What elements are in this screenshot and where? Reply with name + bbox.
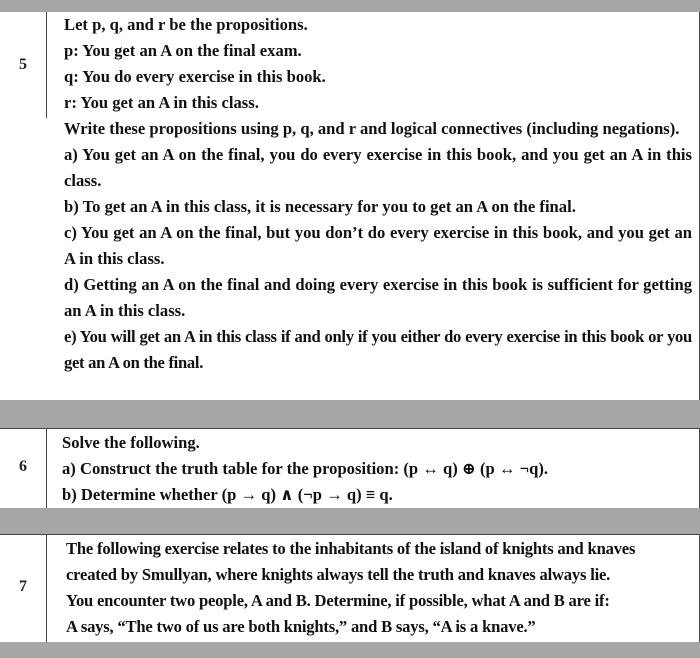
text-paragraph: b) To get an A in this class, it is necessary for you to get an A on the final. xyxy=(64,197,576,216)
question-number: 6 xyxy=(19,458,27,475)
text-paragraph: c) You get an A on the final, but you don’t do every exercise in this book, and you get an A in this class. xyxy=(64,223,692,268)
text-line: p: You get an A on the final exam. xyxy=(64,41,302,60)
text-paragraph: e) You will get an A in this class if and only if you either do every exercise in this book or you get an A on the final. xyxy=(64,327,692,372)
text-line: The following exercise relates to the inhabitants of the island of knights and knaves xyxy=(66,539,636,558)
row-border xyxy=(0,428,700,429)
column-divider xyxy=(46,534,47,642)
question-5-row xyxy=(0,12,700,400)
text-line: created by Smullyan, where knights always tell the truth and knaves always lie. xyxy=(66,565,611,584)
question-5-text xyxy=(64,12,692,376)
question-6-row xyxy=(0,428,700,508)
question-6-text xyxy=(62,430,692,508)
row-border xyxy=(0,534,700,535)
separator-band xyxy=(0,400,700,428)
separator-band-top xyxy=(0,0,700,12)
question-7-row xyxy=(0,534,700,642)
separator-band-bottom xyxy=(0,642,700,658)
text-line: r: You get an A in this class. xyxy=(64,93,259,112)
text-paragraph: Write these propositions using p, q, and r and logical connectives (including negations). xyxy=(64,119,680,138)
column-divider xyxy=(46,428,47,508)
text-line: Let p, q, and r be the propositions. xyxy=(64,15,308,34)
text-line: Solve the following. xyxy=(62,433,200,452)
text-line: a) Construct the truth table for the proposition: (p ↔ q) ⊕ (p ↔ ¬q). xyxy=(62,459,548,478)
column-divider xyxy=(46,12,47,118)
text-line: q: You do every exercise in this book. xyxy=(64,67,326,86)
question-number: 5 xyxy=(19,56,27,73)
text-line: b) Determine whether (p → q) ∧ (¬p → q) ≡ q. xyxy=(62,485,393,504)
question-number: 7 xyxy=(19,578,27,595)
separator-band xyxy=(0,508,700,534)
question-7-text xyxy=(66,536,692,640)
text-paragraph: a) You get an A on the final, you do every exercise in this book, and you get an A in this class. xyxy=(64,145,692,190)
text-line: A says, “The two of us are both knights,” and B says, “A is a knave.” xyxy=(66,617,536,636)
text-paragraph: d) Getting an A on the final and doing every exercise in this book is sufficient for getting an A in this class. xyxy=(64,275,692,320)
text-line: You encounter two people, A and B. Determine, if possible, what A and B are if: xyxy=(66,591,610,610)
